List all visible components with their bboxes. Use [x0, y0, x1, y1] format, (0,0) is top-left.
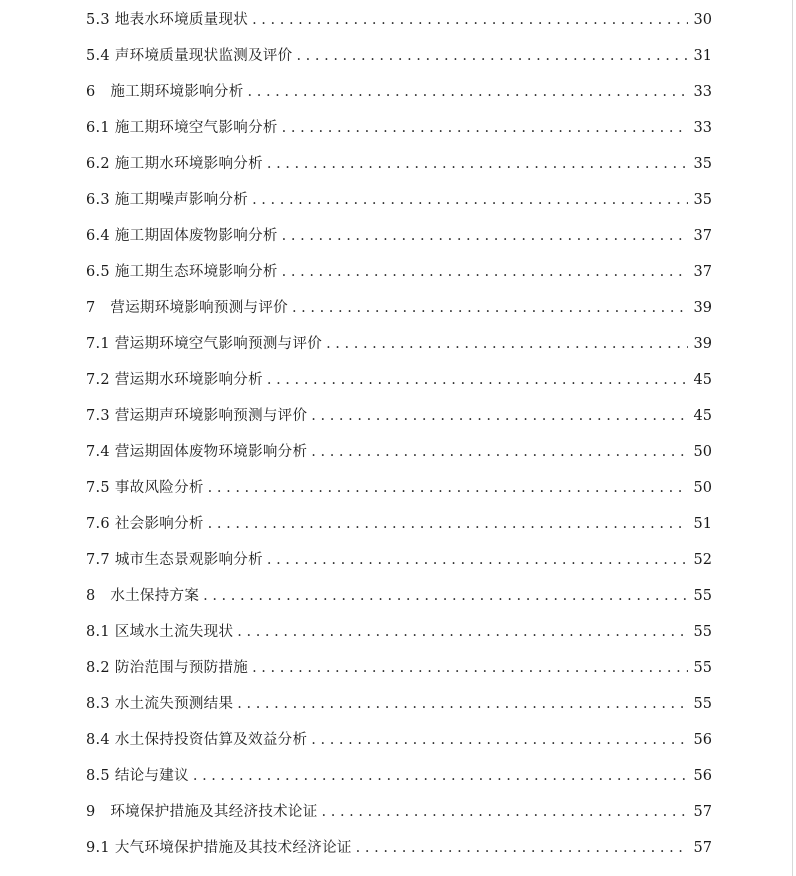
toc-entry[interactable] — [86, 74, 712, 110]
toc-entry[interactable] — [86, 326, 712, 362]
toc-entry-title: 8.4 水土保持投资估算及效益分析 — [86, 732, 308, 748]
toc-entry[interactable] — [86, 434, 712, 470]
toc-dot-leader — [267, 542, 688, 578]
toc-entry-title: 7.4 营运期固体废物环境影响分析 — [86, 444, 308, 460]
toc-entry-page: 39 — [693, 300, 712, 316]
toc-entry[interactable] — [86, 146, 712, 182]
toc-entry-title: 7.7 城市生态景观影响分析 — [86, 552, 263, 568]
toc-dot-leader — [311, 398, 687, 434]
toc-dot-leader — [326, 326, 687, 362]
toc-entry[interactable] — [86, 686, 712, 722]
toc-dot-leader — [208, 506, 688, 542]
toc-entry[interactable] — [86, 758, 712, 794]
toc-dot-leader — [292, 290, 688, 326]
toc-entry[interactable] — [86, 290, 712, 326]
toc-dot-leader — [322, 794, 688, 830]
toc-entry-title: 9 环境保护措施及其经济技术论证 — [86, 804, 318, 820]
toc-entry-page: 57 — [693, 804, 712, 820]
toc-dot-leader — [203, 578, 687, 614]
toc-entry-title: 8.3 水土流失预测结果 — [86, 696, 234, 712]
table-of-contents — [86, 2, 712, 866]
toc-entry-title: 8 水土保持方案 — [86, 588, 200, 604]
toc-dot-leader — [267, 146, 688, 182]
toc-entry-page: 39 — [693, 336, 712, 352]
toc-entry[interactable] — [86, 614, 712, 650]
toc-entry-page: 57 — [693, 840, 712, 856]
toc-entry-title: 5.3 地表水环境质量现状 — [86, 12, 249, 28]
toc-entry[interactable] — [86, 470, 712, 506]
toc-entry[interactable] — [86, 254, 712, 290]
toc-dot-leader — [252, 650, 687, 686]
toc-entry-title: 5.4 声环境质量现状监测及评价 — [86, 48, 293, 64]
toc-entry[interactable] — [86, 506, 712, 542]
toc-entry-page: 50 — [693, 480, 712, 496]
toc-dot-leader — [296, 38, 687, 74]
toc-dot-leader — [282, 254, 688, 290]
toc-entry-title: 9.1 大气环境保护措施及其技术经济论证 — [86, 840, 352, 856]
toc-entry-page: 45 — [693, 408, 712, 424]
toc-entry[interactable] — [86, 830, 712, 866]
toc-entry[interactable] — [86, 794, 712, 830]
toc-entry-page: 56 — [693, 732, 712, 748]
toc-entry[interactable] — [86, 542, 712, 578]
toc-entry-page: 52 — [693, 552, 712, 568]
toc-entry-page: 55 — [693, 624, 712, 640]
toc-dot-leader — [267, 362, 688, 398]
toc-entry-page: 33 — [693, 120, 712, 136]
toc-entry-title: 7.1 营运期环境空气影响预测与评价 — [86, 336, 323, 352]
toc-entry-title: 7 营运期环境影响预测与评价 — [86, 300, 288, 316]
toc-entry-page: 56 — [693, 768, 712, 784]
toc-entry-page: 31 — [693, 48, 712, 64]
toc-entry[interactable] — [86, 578, 712, 614]
toc-entry-page: 51 — [693, 516, 712, 532]
toc-entry-title: 6.2 施工期水环境影响分析 — [86, 156, 263, 172]
toc-entry-title: 7.3 营运期声环境影响预测与评价 — [86, 408, 308, 424]
toc-entry-title: 6.4 施工期固体废物影响分析 — [86, 228, 278, 244]
toc-entry-page: 45 — [693, 372, 712, 388]
toc-entry-page: 55 — [693, 660, 712, 676]
toc-dot-leader — [252, 2, 687, 38]
toc-entry-title: 6 施工期环境影响分析 — [86, 84, 244, 100]
toc-entry[interactable] — [86, 38, 712, 74]
toc-dot-leader — [237, 686, 687, 722]
page-edge-line — [792, 0, 793, 876]
toc-entry[interactable] — [86, 218, 712, 254]
toc-entry[interactable] — [86, 182, 712, 218]
toc-entry-page: 33 — [693, 84, 712, 100]
toc-entry-title: 8.2 防治范围与预防措施 — [86, 660, 249, 676]
toc-entry[interactable] — [86, 722, 712, 758]
toc-dot-leader — [237, 614, 687, 650]
toc-dot-leader — [248, 74, 688, 110]
toc-entry-page: 35 — [693, 192, 712, 208]
toc-dot-leader — [282, 218, 688, 254]
toc-entry-title: 6.3 施工期噪声影响分析 — [86, 192, 249, 208]
toc-entry[interactable] — [86, 398, 712, 434]
toc-entry-title: 8.1 区域水土流失现状 — [86, 624, 234, 640]
toc-entry-title: 7.6 社会影响分析 — [86, 516, 204, 532]
toc-dot-leader — [252, 182, 687, 218]
toc-entry-title: 7.5 事故风险分析 — [86, 480, 204, 496]
toc-entry-page: 50 — [693, 444, 712, 460]
toc-entry-page: 55 — [693, 696, 712, 712]
toc-entry[interactable] — [86, 2, 712, 38]
toc-entry[interactable] — [86, 362, 712, 398]
toc-entry-title: 8.5 结论与建议 — [86, 768, 189, 784]
toc-dot-leader — [311, 722, 687, 758]
toc-entry-page: 37 — [693, 228, 712, 244]
toc-dot-leader — [356, 830, 688, 866]
toc-entry-page: 35 — [693, 156, 712, 172]
toc-entry[interactable] — [86, 650, 712, 686]
toc-entry-title: 6.1 施工期环境空气影响分析 — [86, 120, 278, 136]
toc-entry-title: 6.5 施工期生态环境影响分析 — [86, 264, 278, 280]
toc-dot-leader — [208, 470, 688, 506]
toc-entry-page: 37 — [693, 264, 712, 280]
toc-entry-title: 7.2 营运期水环境影响分析 — [86, 372, 263, 388]
toc-entry[interactable] — [86, 110, 712, 146]
toc-entry-page: 30 — [693, 12, 712, 28]
toc-dot-leader — [282, 110, 688, 146]
toc-entry-page: 55 — [693, 588, 712, 604]
toc-dot-leader — [311, 434, 687, 470]
toc-dot-leader — [193, 758, 688, 794]
